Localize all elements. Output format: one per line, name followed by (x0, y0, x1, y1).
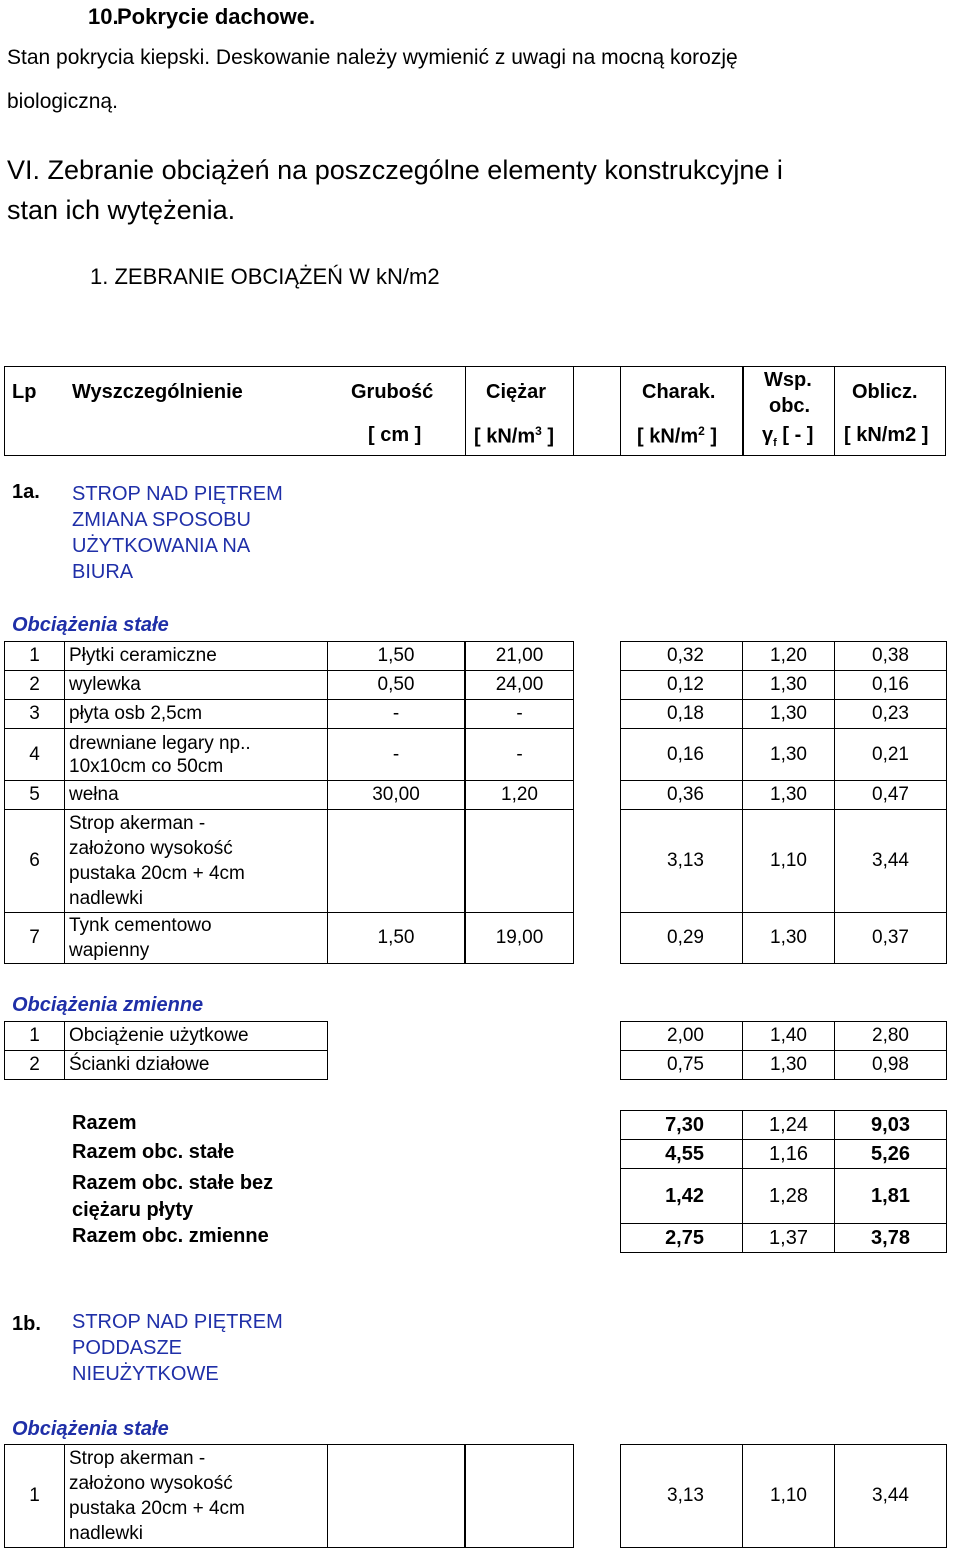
table-cell-charak: 3,13 (620, 1444, 743, 1548)
table-cell-ciezar (465, 809, 574, 913)
table-cell-lp: 2 (4, 670, 65, 700)
table-cell-charak: 0,12 (620, 670, 743, 700)
header-lp: Lp (12, 381, 37, 403)
table-cell-lp: 1 (4, 641, 65, 671)
sum-label-razem-stale-bez (72, 1170, 273, 1224)
section-1a-number: 1a. (12, 481, 40, 503)
table-cell-lp: 1 (4, 1444, 65, 1548)
table-cell-charak: 0,32 (620, 641, 743, 671)
table-cell-name: Płytki ceramiczne (65, 641, 328, 671)
label-obciazenia-stale: Obciążenia stałe (12, 614, 169, 636)
name-line: pustaka 20cm + 4cm (69, 1498, 245, 1519)
sum-label-razem: Razem (72, 1112, 137, 1134)
table-cell-grubosc (328, 1444, 465, 1548)
table-cell-grubosc: - (328, 699, 465, 729)
table-cell-wsp: 1,20 (743, 641, 835, 671)
sum-charak: 1,42 (620, 1168, 743, 1224)
table-cell-oblicz: 0,23 (835, 699, 947, 729)
table-cell-name (65, 912, 328, 964)
section-1b-number: 1b. (12, 1313, 41, 1335)
table-cell-charak: 2,00 (620, 1021, 743, 1051)
section-1b-title-line: STROP NAD PIĘTREM (72, 1311, 283, 1333)
name-line: wapienny (69, 940, 150, 961)
sum-oblicz: 1,81 (835, 1168, 947, 1224)
table-cell-oblicz: 0,21 (835, 728, 947, 781)
section-vi-line1: VI. Zebranie obciążeń na poszczególne elementy konstrukcyjne i (7, 155, 783, 185)
name-line: 10x10cm co 50cm (69, 756, 224, 777)
name-line: pustaka 20cm + 4cm (69, 863, 245, 884)
section-1a-title-line: BIURA (72, 561, 134, 583)
header-ciezar-unit: [ $kN/m^3$ ] (474, 424, 555, 448)
table-cell-oblicz: 2,80 (835, 1021, 947, 1051)
table-cell-oblicz: 0,16 (835, 670, 947, 700)
table-cell-grubosc: 1,50 (328, 641, 465, 671)
sum-charak: 7,30 (620, 1110, 743, 1140)
table-cell-lp: 7 (4, 912, 65, 964)
table-cell-ciezar: 24,00 (465, 670, 574, 700)
section-1b-title-line: NIEUŻYTKOWE (72, 1363, 219, 1385)
table-cell-oblicz: 0,37 (835, 912, 947, 964)
table-cell-ciezar: 1,20 (465, 780, 574, 810)
section-1b-title (72, 1309, 283, 1387)
sum-oblicz: 9,03 (835, 1110, 947, 1140)
table-cell-wsp: 1,30 (743, 699, 835, 729)
table-cell-name: płyta osb 2,5cm (65, 699, 328, 729)
table-cell-wsp: 1,30 (743, 670, 835, 700)
table-cell-charak: 0,36 (620, 780, 743, 810)
section-1a-title (72, 481, 283, 585)
table-cell-lp: 4 (4, 728, 65, 781)
section-vi-line2: stan ich wytężenia. (7, 195, 236, 225)
header-oblicz: Oblicz. (852, 381, 918, 403)
header-wyszczegolnienie: Wyszczególnienie (72, 381, 243, 403)
table-cell-lp: 6 (4, 809, 65, 913)
table-cell-grubosc: 1,50 (328, 912, 465, 964)
table-cell-wsp: 1,30 (743, 728, 835, 781)
table-cell-lp: 1 (4, 1021, 65, 1051)
table-cell-lp: 2 (4, 1050, 65, 1080)
section-1a-title-line: UŻYTKOWANIA NA (72, 535, 251, 557)
table-cell-oblicz: 3,44 (835, 1444, 947, 1548)
sum-charak: 2,75 (620, 1223, 743, 1253)
header-charak-unit: [ $kN/m^2$ ] (637, 424, 718, 448)
table-cell-oblicz: 0,98 (835, 1050, 947, 1080)
table-cell-grubosc: 30,00 (328, 780, 465, 810)
section-1b-title-line: PODDASZE (72, 1337, 183, 1359)
table-cell-oblicz: 0,38 (835, 641, 947, 671)
heading-10-number: 10. (88, 4, 119, 29)
sum-label-line: ciężaru płyty (72, 1199, 194, 1221)
header-oblicz-unit: [ kN/m2 ] (844, 424, 929, 446)
subheading-zebranie: 1. ZEBRANIE OBCIĄŻEŃ W kN/m2 (90, 264, 440, 289)
table-cell-oblicz: 3,44 (835, 809, 947, 913)
sum-label-razem-stale: Razem obc. stałe (72, 1141, 235, 1163)
table-cell-name (65, 1444, 328, 1548)
header-grubosc: Grubość (351, 381, 434, 403)
sum-oblicz: 3,78 (835, 1223, 947, 1253)
table-cell-grubosc: 0,50 (328, 670, 465, 700)
sum-wsp: 1,16 (743, 1139, 835, 1169)
label-obciazenia-stale-1b: Obciążenia stałe (12, 1418, 169, 1440)
table-cell-oblicz: 0,47 (835, 780, 947, 810)
name-line: Strop akerman - (69, 1448, 206, 1469)
table-cell-ciezar: - (465, 699, 574, 729)
table-cell-wsp: 1,10 (743, 1444, 835, 1548)
sum-wsp: 1,37 (743, 1223, 835, 1253)
table-cell-charak: 0,75 (620, 1050, 743, 1080)
sum-wsp: 1,24 (743, 1110, 835, 1140)
table-cell-charak: 3,13 (620, 809, 743, 913)
header-ciezar: Ciężar (486, 381, 547, 403)
table-cell-name: Ścianki działowe (65, 1050, 328, 1080)
name-line: drewniane legary np.. (69, 733, 251, 754)
sum-label-line: Razem obc. stałe bez (72, 1172, 274, 1194)
sum-label-razem-zmienne: Razem obc. zmienne (72, 1225, 269, 1247)
table-cell-name (65, 809, 328, 913)
table-cell-charak: 0,29 (620, 912, 743, 964)
table-cell-grubosc (328, 809, 465, 913)
table-cell-ciezar: 21,00 (465, 641, 574, 671)
table-cell-wsp: 1,10 (743, 809, 835, 913)
table-cell-wsp: 1,40 (743, 1021, 835, 1051)
table-cell-lp: 5 (4, 780, 65, 810)
table-cell-ciezar: - (465, 728, 574, 781)
header-obc: obc. (769, 395, 811, 417)
table-cell-wsp: 1,30 (743, 780, 835, 810)
name-line: nadlewki (69, 1523, 143, 1544)
name-line: Tynk cementowo (69, 915, 212, 936)
table-cell-name: wylewka (65, 670, 328, 700)
section-1a-title-line: STROP NAD PIĘTREM (72, 483, 283, 505)
header-grubosc-unit: [ cm ] (368, 424, 422, 446)
name-line: założono wysokość (69, 838, 233, 859)
section-1a-title-line: ZMIANA SPOSOBU (72, 509, 251, 531)
table-cell-charak: 0,18 (620, 699, 743, 729)
table-cell-ciezar: 19,00 (465, 912, 574, 964)
intro-text-line2: biologiczną. (7, 90, 118, 113)
header-charak: Charak. (642, 381, 716, 403)
table-cell-lp: 3 (4, 699, 65, 729)
name-line: nadlewki (69, 888, 143, 909)
table-cell-grubosc: - (328, 728, 465, 781)
header-wsp: Wsp. (764, 369, 812, 391)
table-cell-name (65, 728, 328, 781)
heading-10-title: Pokrycie dachowe. (117, 4, 316, 29)
table-cell-wsp: 1,30 (743, 912, 835, 964)
table-cell-name: wełna (65, 780, 328, 810)
intro-text-line1: Stan pokrycia kiepski. Deskowanie należy wymienić z uwagi na mocną korozję (7, 46, 738, 69)
label-obciazenia-zmienne: Obciążenia zmienne (12, 994, 204, 1016)
sum-charak: 4,55 (620, 1139, 743, 1169)
name-line: założono wysokość (69, 1473, 233, 1494)
sum-oblicz: 5,26 (835, 1139, 947, 1169)
sum-wsp: 1,28 (743, 1168, 835, 1224)
table-cell-wsp: 1,30 (743, 1050, 835, 1080)
table-cell-charak: 0,16 (620, 728, 743, 781)
header-gamma: $\gamma_f$ [ - ] (762, 424, 814, 449)
table-cell-name: Obciążenie użytkowe (65, 1021, 328, 1051)
name-line: Strop akerman - (69, 813, 206, 834)
table-cell-ciezar (465, 1444, 574, 1548)
